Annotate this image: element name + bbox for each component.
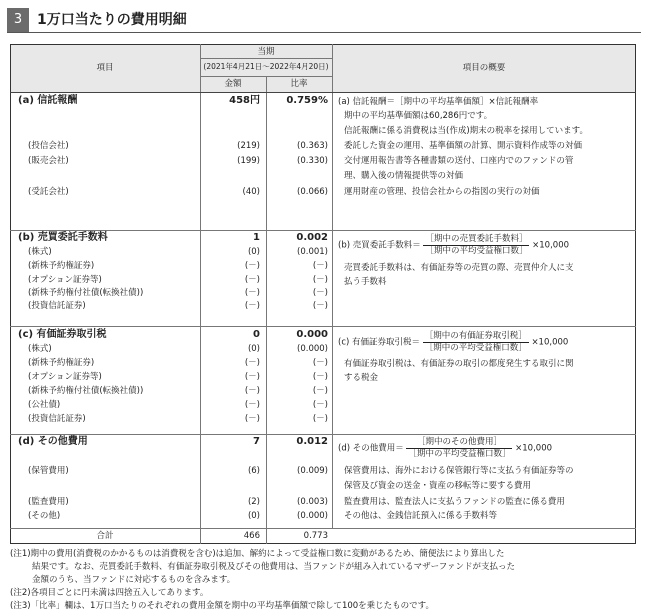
row-amount: (0) [247,247,260,257]
header-item: 項目 [96,63,114,73]
row-ratio: 0.759% [286,95,328,106]
row-ratio: (－) [312,386,328,396]
section-line-b [10,230,636,231]
row-label: (株式) [28,344,52,354]
row-amount: (－) [244,288,260,298]
row-label: (その他) [28,511,61,521]
header-period-range: (2021年4月21日～2022年4月20日) [203,62,329,71]
summary-line: 運用財産の管理、投信会社からの指図の実行の対価 [344,187,540,197]
summary-line: 理、購入後の情報提供等の対価 [344,171,464,181]
header-amount: 金額 [224,79,242,89]
header-ratio: 比率 [290,79,308,89]
row-ratio: 0.000 [296,329,328,340]
summary-line: その他は、金銭信託預入に係る手数料等 [344,511,498,521]
row-amount: 458円 [229,95,260,106]
row-label: (オプション証券等) [28,372,102,382]
formula-fraction [406,437,512,460]
formula-numerator: ［期中の売買委託手数料］ [425,234,528,244]
footnote: 金額のうち、当ファンドに対応するものを含みます。 [32,575,236,585]
row-amount: (0) [247,344,260,354]
footnote: (注2)各項目ごとに円未満は四捨五入してあります。 [10,588,209,598]
header-sub-line-1 [200,58,332,59]
row-label: (公社債) [28,400,61,410]
summary-line: 監査費用は、監査法人に支払うファンドの監査に係る費用 [344,497,565,507]
formula-fraction [423,234,529,257]
row-ratio: (0.330) [297,156,328,166]
row-ratio: (－) [312,288,328,298]
row-label: (a) 信託報酬 [18,95,78,106]
row-amount: 7 [253,436,260,447]
row-ratio: (0.001) [297,247,328,257]
row-label: (販売会社) [28,156,69,166]
frame-left [10,44,11,544]
formula-suffix: ×10,000 [515,443,553,454]
section-title: 1万口当たりの費用明細 [37,12,187,28]
row-label: (オプション証券等) [28,275,102,285]
row-label: (投資信託証券) [28,414,86,424]
row-amount: (－) [244,414,260,424]
row-amount: 0 [253,329,260,340]
row-ratio: (－) [312,301,328,311]
summary-formula-d [338,437,552,460]
formula-fraction [423,331,529,354]
summary-line: 交付運用報告書等各種書類の送付、口座内でのファンドの管 [344,156,574,166]
formula-prefix: (b) 売買委託手数料＝ [338,240,421,251]
summary-line: 保管及び資金の送金・資産の移転等に要する費用 [344,481,532,491]
row-amount: (－) [244,372,260,382]
summary-line: 委託した資金の運用、基準価額の計算、開示資料作成等の対価 [344,141,583,151]
row-ratio: (0.003) [297,497,328,507]
row-ratio: 0.002 [296,232,328,243]
total-label: 合計 [96,531,114,541]
header-summary: 項目の概要 [462,63,506,73]
formula-suffix: ×10,000 [531,337,569,348]
row-amount: (－) [244,386,260,396]
frame-right [635,44,636,544]
row-ratio: (－) [312,261,328,271]
row-label: (d) その他費用 [18,436,88,447]
row-amount: (－) [244,358,260,368]
row-amount: (0) [247,511,260,521]
row-label: (新株予約権証券) [28,358,95,368]
row-ratio: (0.000) [297,344,328,354]
formula-numerator: ［期中の有価証券取引税］ [424,331,527,341]
row-label: (新株予約権付社債(転換社債)) [28,386,144,396]
section-header [7,8,641,32]
row-ratio: (0.009) [297,466,328,476]
formula-prefix: (c) 有価証券取引税＝ [338,337,421,348]
row-amount: (219) [237,141,260,151]
footnote: (注3)「比率」欄は、1万口当たりのそれぞれの費用金額を期中の平均基準価額で除して100を乗じたものです。 [10,601,434,611]
formula-prefix: (d) その他費用＝ [338,443,404,454]
footnote: 結果です。なお、売買委託手数料、有価証券取引税及びその他費用は、当ファンドが組み入れているマザーファンドが支払った [32,562,516,572]
row-amount: (6) [247,466,260,476]
row-ratio: (－) [312,414,328,424]
footnote: (注1)期中の費用(消費税のかかるものは消費税を含む)は追加、解約によって受益権口数に変動があるため、簡便法により算出した [10,549,505,559]
summary-line: 有価証券取引税は、有価証券の取引の都度発生する取引に関 [344,359,574,369]
cost-table [10,44,636,544]
row-amount: (2) [247,497,260,507]
row-label: (投資信託証券) [28,301,86,311]
row-ratio: (－) [312,372,328,382]
row-ratio: (－) [312,358,328,368]
row-ratio: (0.000) [297,511,328,521]
row-ratio: (0.066) [297,187,328,197]
row-amount: (－) [244,275,260,285]
summary-line: 保管費用は、海外における保管銀行等に支払う有価証券等の [344,466,574,476]
header-bottom-line [10,92,636,93]
frame-bottom [10,543,636,544]
total-ratio: 0.773 [303,531,328,541]
row-label: (監査費用) [28,497,69,507]
formula-numerator: ［期中のその他費用］ [406,437,512,449]
summary-line: 期中の平均基準価額は60,286円です。 [344,111,493,121]
header-rule [7,32,641,34]
summary-line: する税金 [344,373,379,383]
col-line-summary [332,44,333,528]
header-period: 当期 [257,47,275,57]
formula-denominator: ［期中の平均受益権口数］ [424,343,527,353]
row-label: (b) 売買委託手数料 [18,232,108,243]
row-label: (受託会社) [28,187,69,197]
summary-line: (a) 信託報酬＝［期中の平均基準価額］×信託報酬率 [338,97,539,107]
section-number: 3 [7,8,29,32]
row-amount: (－) [244,261,260,271]
header-sub-line-2 [200,76,332,77]
formula-suffix: ×10,000 [532,240,570,251]
row-ratio: (0.363) [297,141,328,151]
row-amount: (40) [242,187,260,197]
row-ratio: (－) [312,400,328,410]
row-label: (株式) [28,247,52,257]
row-label: (投信会社) [28,141,69,151]
total-line [10,528,636,529]
row-amount: (199) [237,156,260,166]
formula-denominator: ［期中の平均受益権口数］ [408,449,511,459]
summary-line: 売買委託手数料は、有価証券等の売買の際、売買仲介人に支 [344,263,574,273]
row-label: (保管費用) [28,466,69,476]
row-amount: (－) [244,400,260,410]
summary-formula-b [338,234,569,257]
summary-line: 払う手数料 [344,277,387,287]
row-amount: 1 [253,232,260,243]
row-ratio: 0.012 [296,436,328,447]
summary-line: 信託報酬に係る消費税は当(作成)期末の税率を採用しています。 [344,126,588,136]
formula-denominator: ［期中の平均受益権口数］ [425,246,528,256]
summary-formula-c [338,331,568,354]
row-ratio: (－) [312,275,328,285]
row-label: (c) 有価証券取引税 [18,329,107,340]
section-line-d [10,434,636,435]
section-line-c [10,326,636,327]
row-amount: (－) [244,301,260,311]
row-label: (新株予約権証券) [28,261,95,271]
frame-top [10,44,636,45]
row-label: (新株予約権付社債(転換社債)) [28,288,144,298]
total-amount: 466 [243,531,260,541]
